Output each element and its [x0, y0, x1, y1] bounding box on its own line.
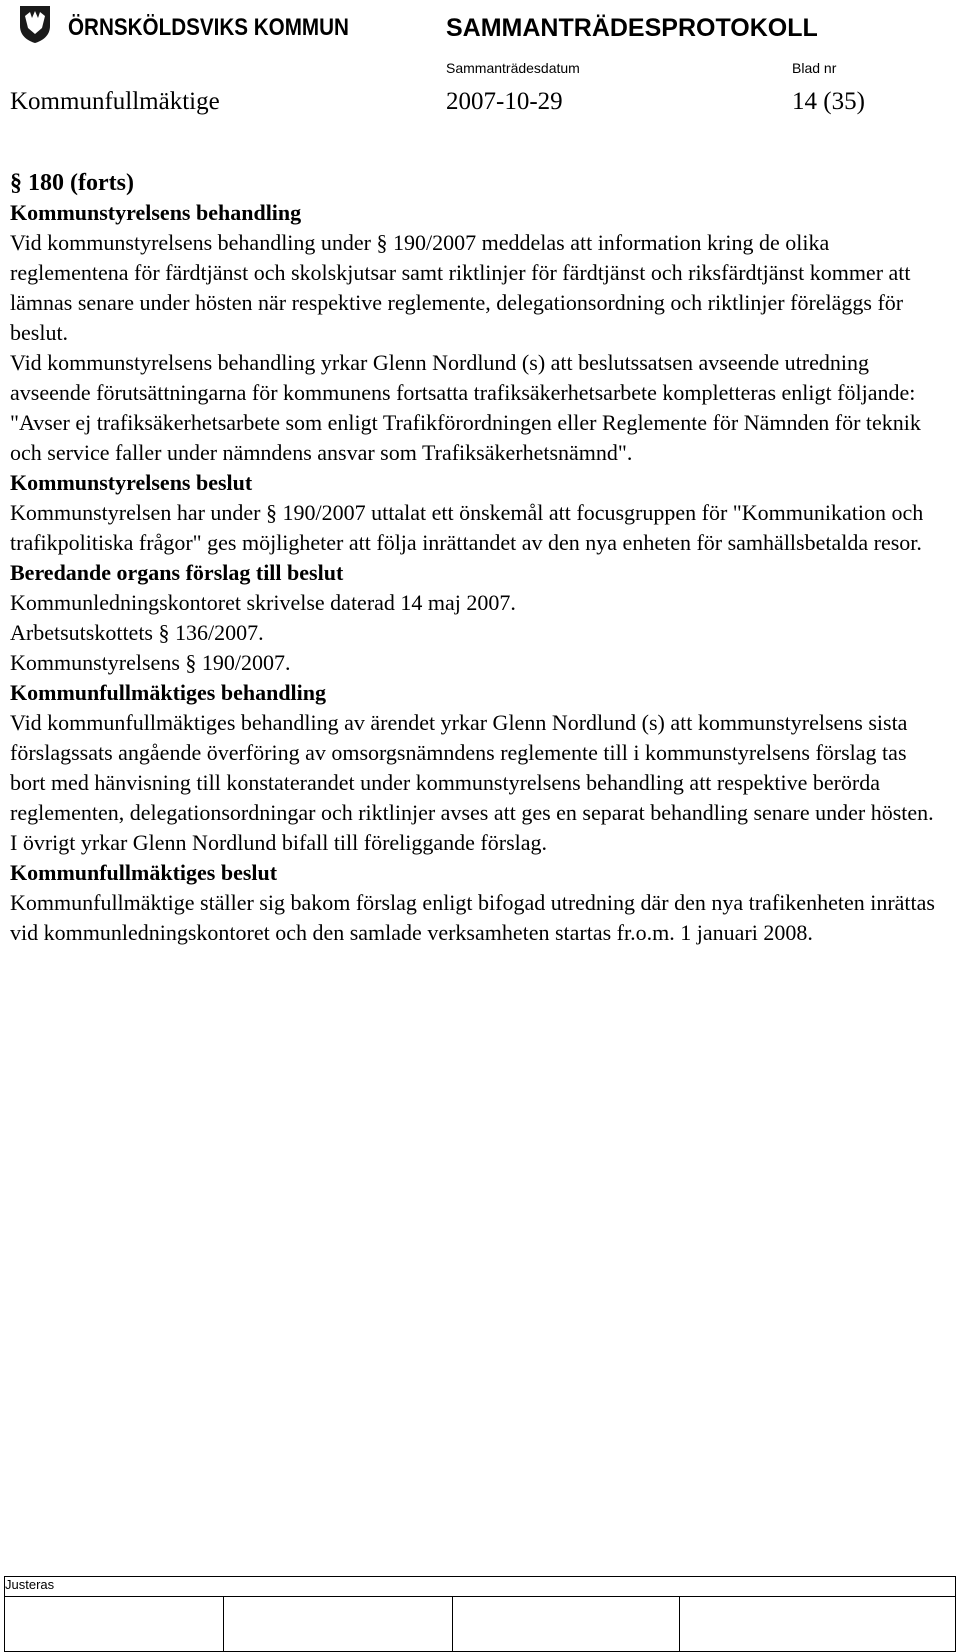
paragraph: Kommunstyrelsen har under § 190/2007 uttalat ett önskemål att focusgruppen för "Kommunikation och trafikpolitiska frågor" ges möjligheter att följa inrättandet av den nya enheten för samhällsbetalda resor. [10, 500, 924, 555]
justeras-label: Justeras [5, 1577, 956, 1597]
signature-cell [224, 1597, 453, 1652]
heading-kommunstyrelsens-beslut: Kommunstyrelsens beslut [10, 470, 253, 495]
organization-name: ÖRNSKÖLDSVIKS KOMMUN [68, 14, 349, 41]
paragraph: I övrigt yrkar Glenn Nordlund bifall till föreliggande förslag. [10, 830, 548, 855]
quoted-addition: "Avser ej trafiksäkerhetsarbete som enligt Trafikförordningen eller Reglemente för Nämnden för teknik och service faller under nämndens ansvar som Trafiksäkerhetsnämnd". [10, 410, 921, 465]
reference-line: Kommunledningskontoret skrivelse daterad 14 maj 2007. [10, 590, 516, 615]
document-body [10, 168, 940, 948]
document-header [0, 0, 960, 120]
signature-cell [680, 1597, 956, 1652]
heading-kommunfullmaktiges-beslut: Kommunfullmäktiges beslut [10, 860, 278, 885]
reference-line: Kommunstyrelsens § 190/2007. [10, 650, 291, 675]
document-type-title: SAMMANTRÄDESPROTOKOLL [446, 14, 818, 42]
page-number: 14 (35) [792, 88, 865, 115]
paragraph: Vid kommunstyrelsens behandling yrkar Glenn Nordlund (s) att beslutssatsen avseende utredning avseende förutsättningarna för kommunens fortsatta trafiksäkerhetsarbete kompletteras enligt följande: [10, 350, 916, 405]
heading-kommunstyrelsens-behandling: Kommunstyrelsens behandling [10, 200, 302, 225]
heading-kommunfullmaktiges-behandling: Kommunfullmäktiges behandling [10, 680, 327, 705]
municipal-coat-of-arms-logo [18, 4, 52, 44]
paragraph: Kommunfullmäktige ställer sig bakom förslag enligt bifogad utredning där den nya trafikenheten inrättas vid kommunledningskontoret och den samlade verksamheten startas fr.o.m. 1 januari 2008. [10, 890, 935, 945]
meeting-date-label: Sammanträdesdatum [446, 60, 580, 76]
paragraph: Vid kommunstyrelsens behandling under § 190/2007 meddelas att information kring de olika reglementena för färdtjänst och skolskjutsar samt riktlinjer för färdtjänst och riksfärdtjänst kommer att lämnas senare under hösten när respektive reglemente, delegationsordning och riktlinjer föreläggs för beslut. [10, 230, 911, 345]
meeting-date: 2007-10-29 [446, 88, 563, 115]
assembly-name: Kommunfullmäktige [10, 88, 220, 115]
reference-line: Arbetsutskottets § 136/2007. [10, 620, 264, 645]
justeras-signature-table [4, 1576, 956, 1652]
paragraph: Vid kommunfullmäktiges behandling av ärendet yrkar Glenn Nordlund (s) att kommunstyrelsens sista förslagssats angående överföring av omsorgsnämndens reglemente till i kommunstyrelsens förslag tas bort med hänvisning till konstaterandet under kommunstyrelsens behandling att respektive berörda reglementen, delegationsordningar och riktlinjer avses att ges en separat behandling senare under hösten. [10, 710, 934, 825]
heading-beredande-organs-forslag: Beredande organs förslag till beslut [10, 560, 344, 585]
signature-cell [5, 1597, 224, 1652]
page-number-label: Blad nr [792, 60, 837, 76]
section-number: § 180 (forts) [10, 170, 134, 196]
signature-cell [453, 1597, 680, 1652]
